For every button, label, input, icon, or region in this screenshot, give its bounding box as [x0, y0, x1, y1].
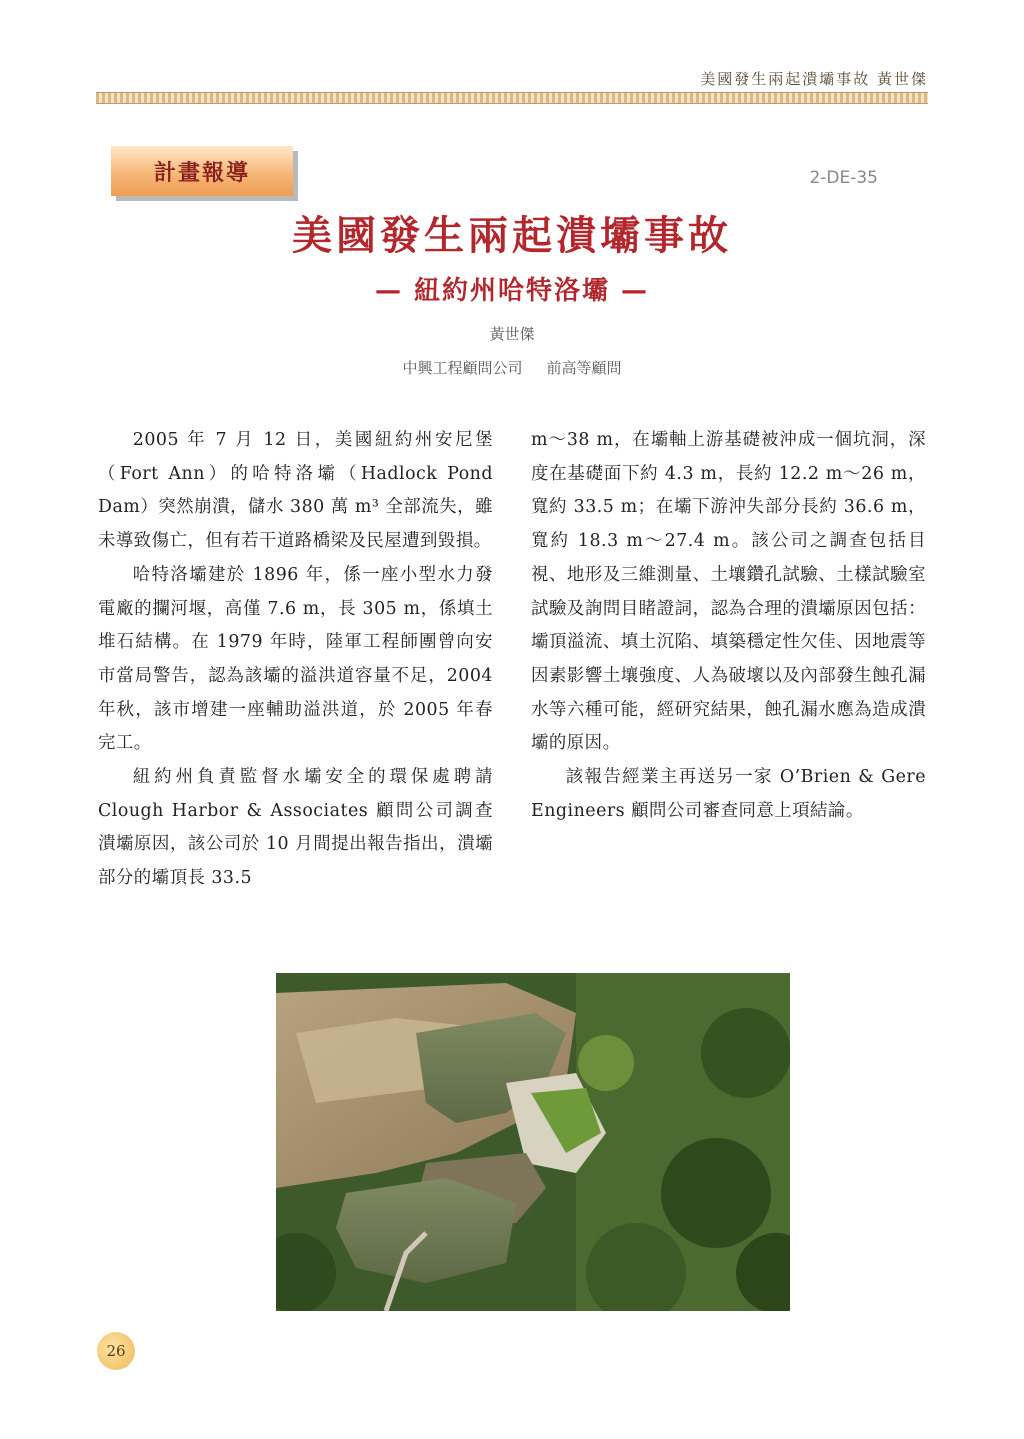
paragraph: 哈特洛壩建於 1896 年，係一座小型水力發電廠的攔河堰，高僅 7.6 m，長 305 m，係填土堆石結構。在 1979 年時，陸軍工程師團曾向安市當局警告，認為該壩的溢洪道容量不足，2004 年秋，該市增建一座輔助溢洪道，於 2005 年春完工。 — [98, 564, 493, 754]
paragraph: 紐約州負責監督水壩安全的環保處聘請 Clough Harbor & Associates 顧問公司調查潰壩原因，該公司於 10 月間提出報告指出，潰壩部分的壩頂長 33.5 — [98, 767, 493, 889]
section-tag-label: 計畫報導 — [153, 160, 250, 186]
document-code: 2-DE-35 — [809, 168, 878, 188]
author-name: 黃世傑 — [489, 325, 535, 343]
article-title: 美國發生兩起潰壩事故 — [292, 213, 732, 259]
left-column — [98, 424, 493, 896]
article-body — [98, 424, 926, 896]
header-divider — [96, 92, 928, 104]
page-number: 26 — [97, 1332, 135, 1370]
paragraph: 2005 年 7 月 12 日，美國紐約州安尼堡（Fort Ann）的哈特洛壩（Hadlock Pond Dam）突然崩潰，儲水 380 萬 m³ 全部流失，雖未導致傷亡，但有若干道路橋梁及民屋遭到毀損。 — [98, 430, 493, 552]
running-header: 美國發生兩起潰壩事故 黃世傑 — [700, 70, 928, 88]
right-column — [531, 424, 926, 896]
paragraph: m～38 m，在壩軸上游基礎被沖成一個坑洞，深度在基礎面下約 4.3 m，長約 12.2 m～26 m，寬約 33.5 m；在壩下游沖失部分長約 36.6 m，寬約 18.3 m～27.4 m。該公司之調查包括目視、地形及三維測量、土壤鑽孔試驗、土樣試驗室試驗及詢問目睹證詞，認為合理的潰壩原因包括：壩頂溢流、填土沉陷、填築穩定性欠佳、因地震等因素影響土壤強度、人為破壞以及內部發生蝕孔漏水等六種可能，經研究結果，蝕孔漏水應為造成潰壩的原因。 — [531, 430, 926, 754]
author-affiliation — [0, 357, 1024, 378]
dam-breach-aerial-photo — [276, 973, 790, 1311]
article-subtitle: — 紐約州哈特洛壩 — — [374, 276, 650, 306]
affiliation-role: 前高等顧問 — [546, 359, 622, 377]
paragraph: 該報告經業主再送另一家 O’Brien & Gere Engineers 顧問公司審查同意上項結論。 — [531, 767, 926, 821]
section-tag — [111, 146, 293, 196]
affiliation-org: 中興工程顧問公司 — [402, 359, 523, 377]
